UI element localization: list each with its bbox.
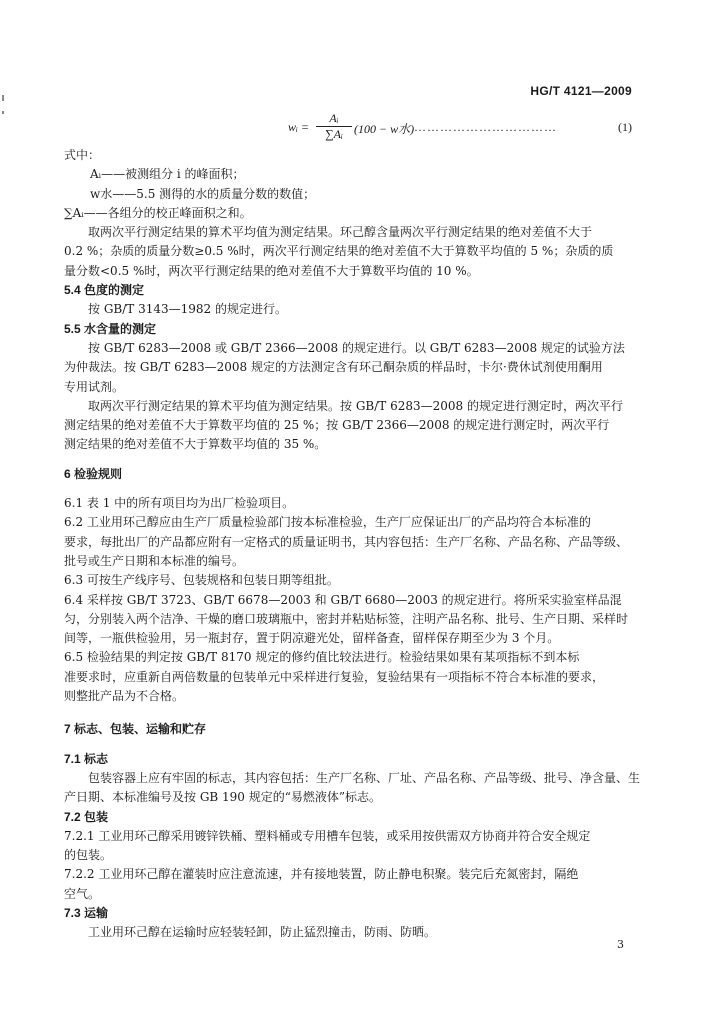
paragraph-line: 要求，每批出厂的产品都应附有一定格式的质量证明书，其内容包括：生产厂名称、产品名称、产品等级、 xyxy=(64,534,629,549)
spacer xyxy=(64,455,638,465)
formula-numerator: Aᵢ xyxy=(316,111,352,127)
section-heading-7-3: 7.3 运输 xyxy=(64,905,109,920)
paragraph-line: 则整批产品为不合格。 xyxy=(64,689,185,704)
paragraph-line: 按 GB/T 6283—2008 或 GB/T 2366—2008 的规定进行。以 GB/T 6283—2008 规定的试验方法 xyxy=(88,340,625,355)
document-body xyxy=(64,146,641,943)
section-heading-5-5: 5.5 水含量的测定 xyxy=(64,321,157,336)
definition-line: ∑Aᵢ——各组分的校正峰面积之和。 xyxy=(64,205,252,220)
paragraph-line: 量分数<0.5 %时，两次平行测定结果的绝对差值不大于算数平均值的 10 %。 xyxy=(64,263,479,278)
paragraph-line: 工业用环己醇在运输时应轻装轻卸，防止猛烈撞击，防雨、防晒。 xyxy=(88,925,437,940)
spacer xyxy=(64,706,638,720)
paragraph-line: 按 GB/T 3143—1982 的规定进行。 xyxy=(88,302,287,317)
paragraph-line: 测定结果的绝对差值不大于算数平均值的 25 %；按 GB/T 2366—2008 的规定进行测定时，两次平行 xyxy=(64,418,610,433)
standard-number: HG/T 4121—2009 xyxy=(530,84,632,98)
section-heading-7-2: 7.2 包装 xyxy=(64,809,109,824)
paragraph-line: 间等，一瓶供检验用，另一瓶封存，置于阴凉避光处，留样备查，留样保存期至少为 3 个月。 xyxy=(64,631,560,646)
paragraph-line: 包装容器上应有牢固的标志，其内容包括：生产厂名称、厂址、产品名称、产品等级、批号、净含量、生 xyxy=(88,770,641,785)
paragraph-line: 测定结果的绝对差值不大于算数平均值的 35 %。 xyxy=(64,437,327,452)
paragraph-line: 准要求时，应重新自两倍数量的包装单元中采样进行复验，复验结果有一项指标不符合本标准的要求， xyxy=(64,669,605,684)
section-heading-7: 7 标志、包装、运输和贮存 xyxy=(64,722,207,737)
scan-mark xyxy=(2,95,4,101)
formula-1 xyxy=(288,111,632,145)
definition-line: w水——5.5 测得的水的质量分数的数值； xyxy=(90,186,316,201)
clause-6-5: 6.5 检验结果的判定按 GB/T 8170 规定的修约值比较法进行。检验结果如果有某项指标不到本标 xyxy=(64,650,580,665)
clause-6-2: 6.2 工业用环己醇应由生产厂质量检验部门按本标准检验，生产厂应保证出厂的产品均符合本标准的 xyxy=(64,515,591,530)
section-heading-7-1: 7.1 标志 xyxy=(64,751,109,766)
paragraph-line: 空气。 xyxy=(64,886,101,901)
where-label: 式中： xyxy=(64,148,101,162)
formula-leader-dots: …………………………… xyxy=(414,120,557,134)
paragraph-line: 产日期、本标准编号及按 GB 190 规定的“易燃液体”标志。 xyxy=(64,790,382,805)
scan-mark xyxy=(2,111,4,114)
formula-denominator: ∑Aᵢ xyxy=(325,127,343,141)
paragraph-line: 批号或生产日期和本标准的编号。 xyxy=(64,553,245,568)
clause-6-4: 6.4 采样按 GB/T 3723、GB/T 6678—2003 和 GB/T 6680—2003 的规定进行。将所采实验室样品混 xyxy=(64,592,622,607)
formula-lhs: wᵢ = xyxy=(288,120,309,134)
paragraph-line: 匀，分别装入两个洁净、干燥的磨口玻璃瓶中，密封并粘贴标签，注明产品名称、批号、生产日期、采样时 xyxy=(64,611,629,626)
clause-7-2-1: 7.2.1 工业用环己醇采用镀锌铁桶、塑料桶或专用槽车包装，或采用按供需双方协商并符合安全规定 xyxy=(64,828,591,843)
formula-rhs: (100 − w水) xyxy=(354,122,415,136)
clause-7-2-2: 7.2.2 工业用环己醇在灌装时应注意流速，并有接地装置，防止静电积聚。装完后充氮密封，隔绝 xyxy=(64,867,579,882)
paragraph-line: 取两次平行测定结果的算术平均值为测定结果。环己醇含量两次平行测定结果的绝对差值不大于 xyxy=(88,225,593,240)
clause-6-3: 6.3 可按生产线序号、包装规格和包装日期等组批。 xyxy=(64,573,339,588)
paragraph-line: 0.2 %；杂质的质量分数≥0.5 %时，两次平行测定结果的绝对差值不大于算数平均值的 5 %；杂质的质 xyxy=(64,244,614,259)
paragraph-line: 为仲裁法。按 GB/T 6283—2008 规定的方法测定含有环己酮杂质的样品时，卡尔·费休试剂使用酮用 xyxy=(64,360,603,375)
equation-number: (1) xyxy=(618,120,632,134)
section-heading-5-4: 5.4 色度的测定 xyxy=(64,283,145,298)
section-heading-6: 6 检验规则 xyxy=(64,466,123,481)
clause-6-1: 6.1 表 1 中的所有项目均为出厂检验项目。 xyxy=(64,496,295,511)
paragraph-line: 专用试剂。 xyxy=(64,379,125,394)
paragraph-line: 的包装。 xyxy=(64,848,113,863)
paragraph-line: 取两次平行测定结果的算术平均值为测定结果。按 GB/T 6283—2008 的规定进行测定时，两次平行 xyxy=(88,398,623,413)
spacer xyxy=(64,484,638,494)
spacer xyxy=(64,740,638,750)
formula-fraction xyxy=(316,111,352,142)
definition-line: Aᵢ——被测组分 i 的峰面积； xyxy=(90,167,245,182)
page-number: 3 xyxy=(617,938,624,951)
